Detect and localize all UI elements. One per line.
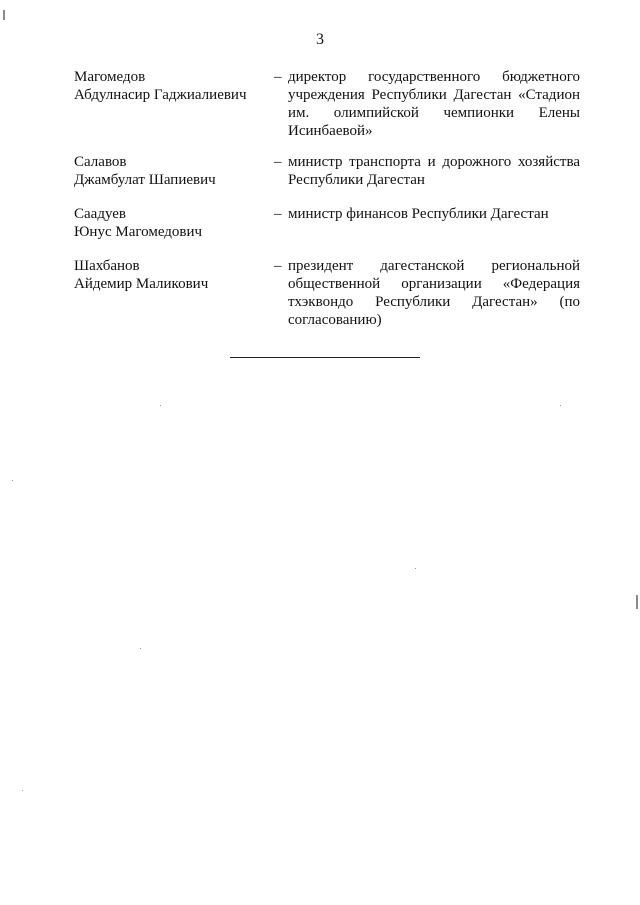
member-name	[74, 257, 274, 293]
member-position	[288, 205, 580, 223]
closing-rule	[230, 357, 420, 358]
position-line: согласованию)	[288, 312, 382, 328]
position-line: учреждения Республики Дагестан «Стадион	[288, 87, 580, 103]
member-position	[288, 68, 580, 140]
position-line: тхэквондо Республики Дагестан» (по	[288, 294, 580, 310]
scan-speck	[22, 790, 23, 791]
member-given-names: Джамбулат Шапиевич	[74, 172, 216, 188]
scan-speck	[140, 648, 141, 649]
member-name	[74, 205, 274, 241]
entry-dash: –	[274, 206, 282, 222]
scan-speck	[560, 405, 561, 406]
member-surname: Шахбанов	[74, 258, 140, 274]
scan-edge-mark	[3, 10, 5, 20]
position-line: министр финансов Республики Дагестан	[288, 206, 549, 222]
position-line: Исинбаевой»	[288, 123, 373, 139]
position-line: министр транспорта и дорожного хозяйства	[288, 154, 580, 170]
member-name	[74, 153, 274, 189]
position-line: общественной организации «Федерация	[288, 276, 580, 292]
member-given-names: Айдемир Маликович	[74, 276, 209, 292]
member-given-names: Юнус Магомедович	[74, 224, 203, 240]
entry-dash: –	[274, 69, 282, 85]
position-line: Республики Дагестан	[288, 172, 425, 188]
scan-speck	[12, 480, 13, 481]
position-line: им. олимпийской чемпионки Елены	[288, 105, 580, 121]
member-position	[288, 153, 580, 189]
member-given-names: Абдулнасир Гаджиалиевич	[74, 87, 247, 103]
scan-speck	[160, 405, 161, 406]
member-position	[288, 257, 580, 329]
member-surname: Саадуев	[74, 206, 126, 222]
entry-dash: –	[274, 258, 282, 274]
entry-dash: –	[274, 154, 282, 170]
member-surname: Магомедов	[74, 69, 146, 85]
member-name	[74, 68, 274, 104]
member-surname: Салавов	[74, 154, 127, 170]
page-number: 3	[316, 31, 324, 48]
scan-speck	[415, 568, 416, 569]
position-line: директор государственного бюджетного	[288, 69, 580, 85]
position-line: президент дагестанской региональной	[288, 258, 580, 274]
scan-edge-mark	[636, 595, 638, 609]
